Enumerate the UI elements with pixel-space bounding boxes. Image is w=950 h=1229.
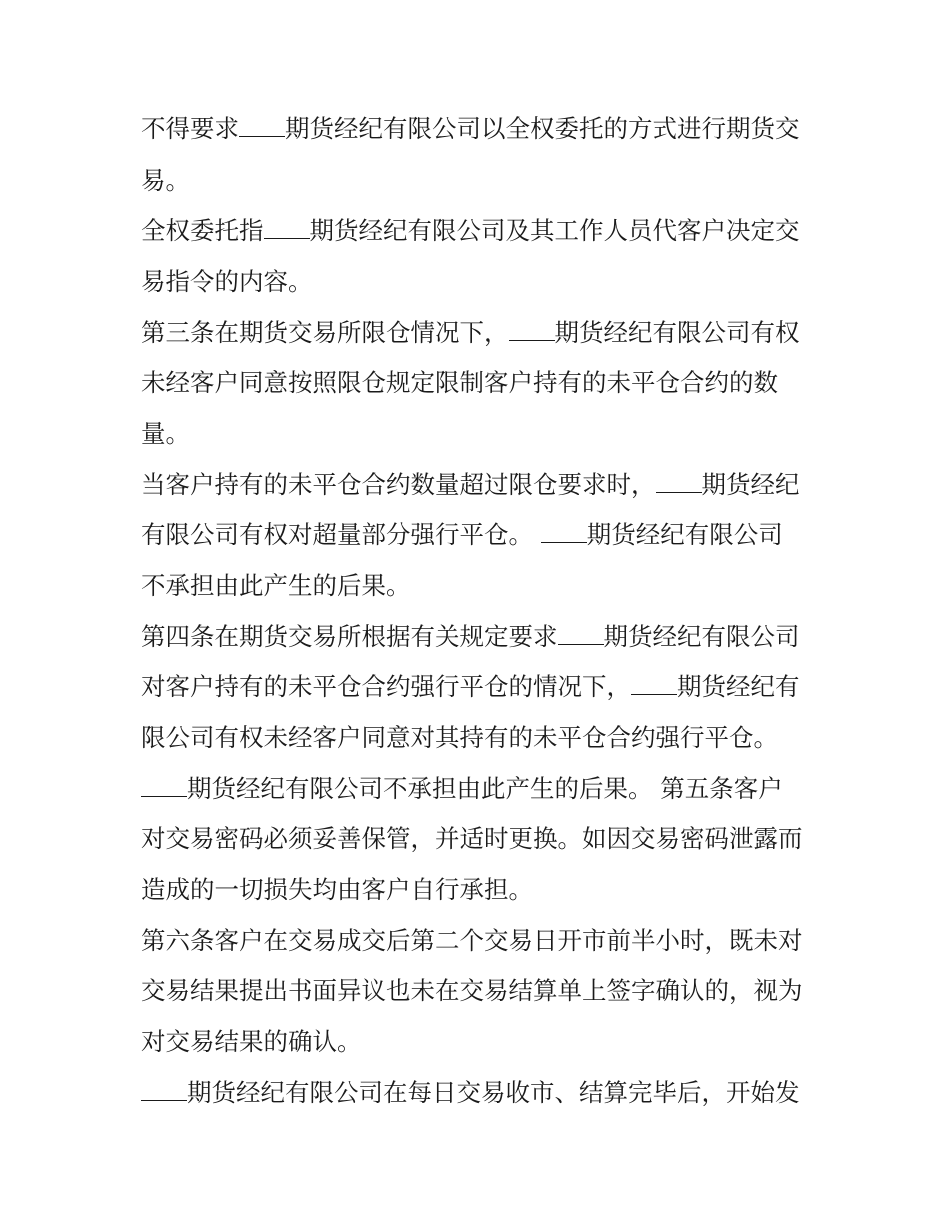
text-segment: 易。 xyxy=(141,166,190,195)
text-segment: 不承担由此产生的后果。 xyxy=(141,571,411,600)
fill-blank xyxy=(558,622,604,645)
fill-blank xyxy=(141,774,187,797)
text-segment: 期货经纪有限公司 xyxy=(603,622,800,651)
text-line xyxy=(141,520,783,550)
fill-blank xyxy=(656,470,702,493)
text-segment: 第四条在期货交易所根据有关规定要求 xyxy=(141,622,558,651)
text-segment: 全权委托指 xyxy=(141,216,264,245)
text-segment: 期货经纪 xyxy=(701,470,800,499)
text-segment: 期货经纪有限公司及其工作人员代客户决定交 xyxy=(309,216,800,245)
text-line xyxy=(141,571,411,601)
text-segment: 未经客户同意按照限仓规定限制客户持有的未平仓合约的数 xyxy=(141,368,778,397)
fill-blank xyxy=(509,318,555,341)
text-line xyxy=(141,368,778,398)
text-line xyxy=(141,1078,800,1108)
text-line xyxy=(141,216,800,246)
text-segment: 对交易密码必须妥善保管，并适时更换。如因交易密码泄露而 xyxy=(141,824,803,853)
text-line xyxy=(141,824,803,854)
fill-blank xyxy=(264,216,310,239)
text-segment: 交易结果提出书面异议也未在交易结算单上签字确认的，视为 xyxy=(141,976,803,1005)
text-line xyxy=(141,622,800,652)
text-segment: 第三条在期货交易所限仓情况下， xyxy=(141,318,509,347)
text-line xyxy=(141,470,800,500)
text-segment: 期货经纪有限公司在每日交易收市、结算完毕后，开始发 xyxy=(187,1078,800,1107)
text-segment: 当客户持有的未平仓合约数量超过限仓要求时， xyxy=(141,470,656,499)
text-line xyxy=(141,723,778,753)
text-segment: 不得要求 xyxy=(141,114,239,143)
text-segment: 限公司有权未经客户同意对其持有的未平仓合约强行平仓。 xyxy=(141,723,778,752)
text-line xyxy=(141,267,313,297)
text-segment: 期货经纪有限公司不承担由此产生的后果。 第五条客户 xyxy=(187,774,783,803)
text-line xyxy=(141,318,800,348)
text-segment: 第六条客户在交易成交后第二个交易日开市前半小时，既未对 xyxy=(141,926,803,955)
text-line xyxy=(141,774,783,804)
text-segment: 期货经纪有限公司以全权委托的方式进行期货交 xyxy=(285,114,800,143)
text-segment: 有限公司有权对超量部分强行平仓。 xyxy=(141,520,541,549)
text-segment: 易指令的内容。 xyxy=(141,267,313,296)
text-segment: 量。 xyxy=(141,419,190,448)
text-line xyxy=(141,419,190,449)
fill-blank xyxy=(141,1078,187,1101)
text-segment: 期货经纪有限公司 xyxy=(586,520,783,549)
text-line xyxy=(141,1027,362,1057)
text-segment: 期货经纪有 xyxy=(677,672,800,701)
text-segment: 造成的一切损失均由客户自行承担。 xyxy=(141,875,533,904)
text-segment: 期货经纪有限公司有权 xyxy=(554,318,800,347)
fill-blank xyxy=(239,114,285,137)
fill-blank xyxy=(631,672,677,695)
text-line xyxy=(141,926,803,956)
text-line xyxy=(141,672,800,702)
fill-blank xyxy=(541,520,587,543)
text-line xyxy=(141,166,190,196)
text-segment: 对交易结果的确认。 xyxy=(141,1027,362,1056)
text-line xyxy=(141,976,803,1006)
text-line xyxy=(141,114,800,144)
text-line xyxy=(141,875,533,905)
text-segment: 对客户持有的未平仓合约强行平仓的情况下， xyxy=(141,672,631,701)
